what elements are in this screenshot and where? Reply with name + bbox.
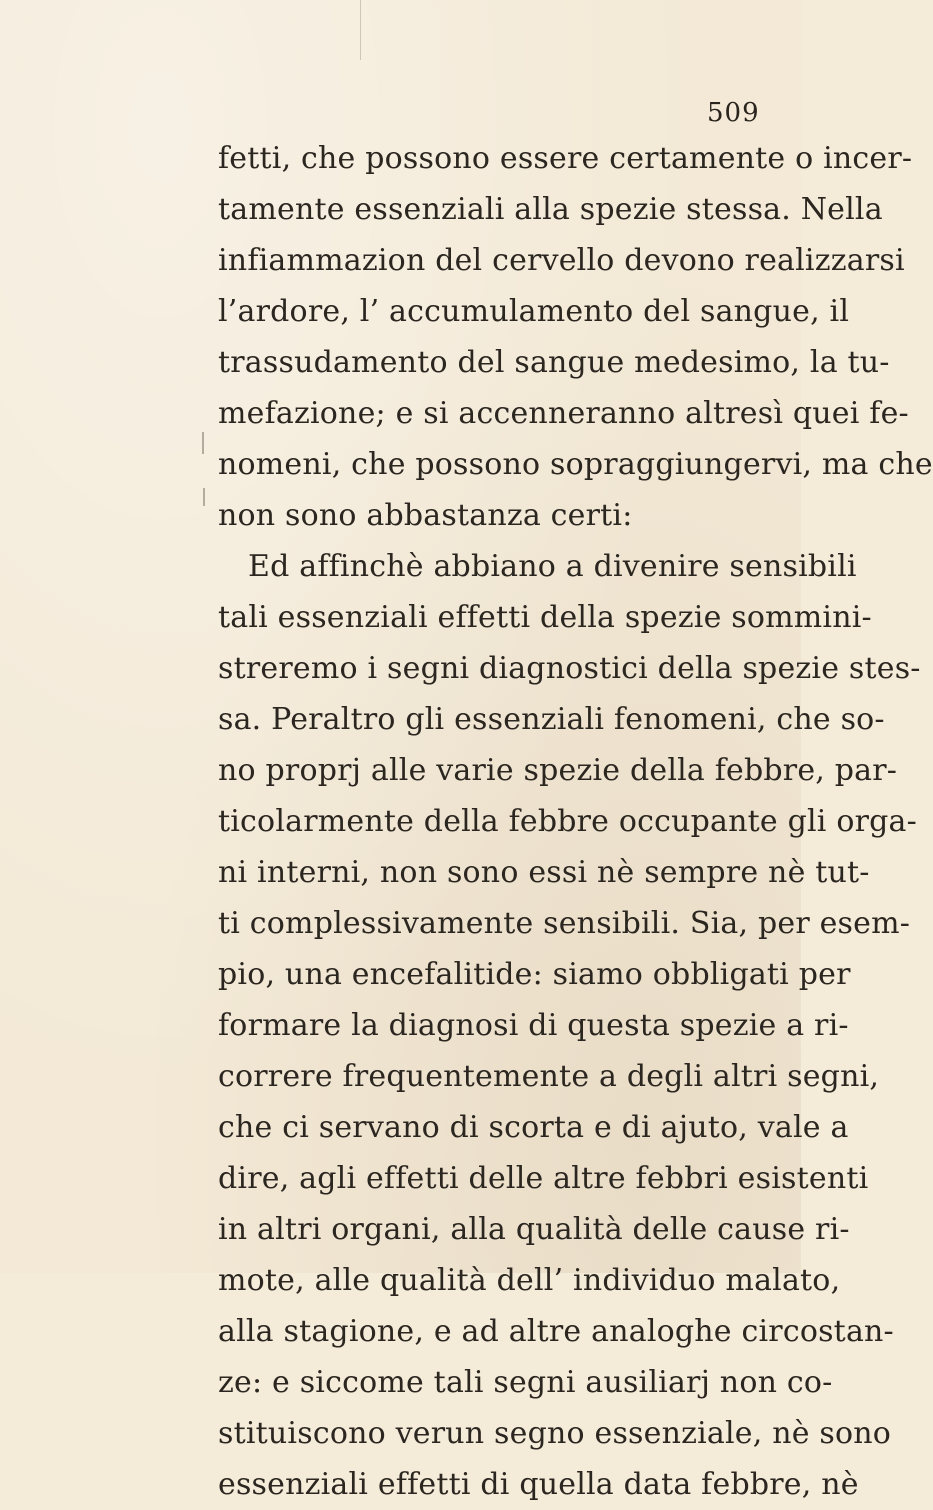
- text-line: trassudamento del sangue medesimo, la tu-: [218, 345, 890, 380]
- text-line: ze: e siccome tali segni ausiliarj non co-: [218, 1365, 833, 1400]
- text-line: tamente essenziali alla spezie stessa. Nella: [218, 192, 883, 227]
- text-line: che ci servano di scorta e di ajuto, vale a: [218, 1110, 849, 1145]
- text-line: infiammazion del cervello devono realizzarsi: [218, 243, 905, 278]
- text-line: stituiscono verun segno essenziale, nè sono: [218, 1416, 892, 1451]
- text-line: fetti, che possono essere certamente o incer-: [218, 141, 913, 176]
- text-line: pio, una encefalitide: siamo obbligati per: [218, 957, 851, 992]
- text-line: sa. Peraltro gli essenziali fenomeni, che so-: [218, 702, 885, 737]
- paragraph-first-line: Ed affinchè abbiano a divenire sensibili: [248, 549, 857, 584]
- text-line: correre frequentemente a degli altri segni,: [218, 1059, 880, 1094]
- text-line: formare la diagnosi di questa spezie a ri-: [218, 1008, 849, 1043]
- paper-crease: [360, 0, 361, 60]
- text-line: mefazione; e si accenneranno altresì quei fe-: [218, 396, 909, 431]
- text-line: ticolarmente della febbre occupante gli orga-: [218, 804, 917, 839]
- text-line: non sono abbastanza certi:: [218, 498, 633, 533]
- page-number: 509: [707, 98, 760, 128]
- text-line: ti complessivamente sensibili. Sia, per esem-: [218, 906, 911, 941]
- text-line: nomeni, che possono sopraggiungervi, ma che: [218, 447, 933, 482]
- text-line: alla stagione, e ad altre analoghe circostan-: [218, 1314, 894, 1349]
- text-line: streremo i segni diagnostici della spezie stes-: [218, 651, 921, 686]
- text-line: in altri organi, alla qualità delle cause ri-: [218, 1212, 850, 1247]
- text-line: no proprj alle varie spezie della febbre, par-: [218, 753, 898, 788]
- text-line: ni interni, non sono essi nè sempre nè tut-: [218, 855, 870, 890]
- text-line: tali essenziali effetti della spezie sommini-: [218, 600, 872, 635]
- text-line: essenziali effetti di quella data febbre, nè: [218, 1467, 859, 1502]
- text-line: l’ardore, l’ accumulamento del sangue, il: [218, 294, 850, 329]
- margin-mark: [203, 488, 205, 506]
- text-line: mote, alle qualità dell’ individuo malato,: [218, 1263, 841, 1298]
- body-text: [218, 133, 933, 1510]
- margin-mark: [202, 432, 204, 454]
- text-line: dire, agli effetti delle altre febbri esistenti: [218, 1161, 869, 1196]
